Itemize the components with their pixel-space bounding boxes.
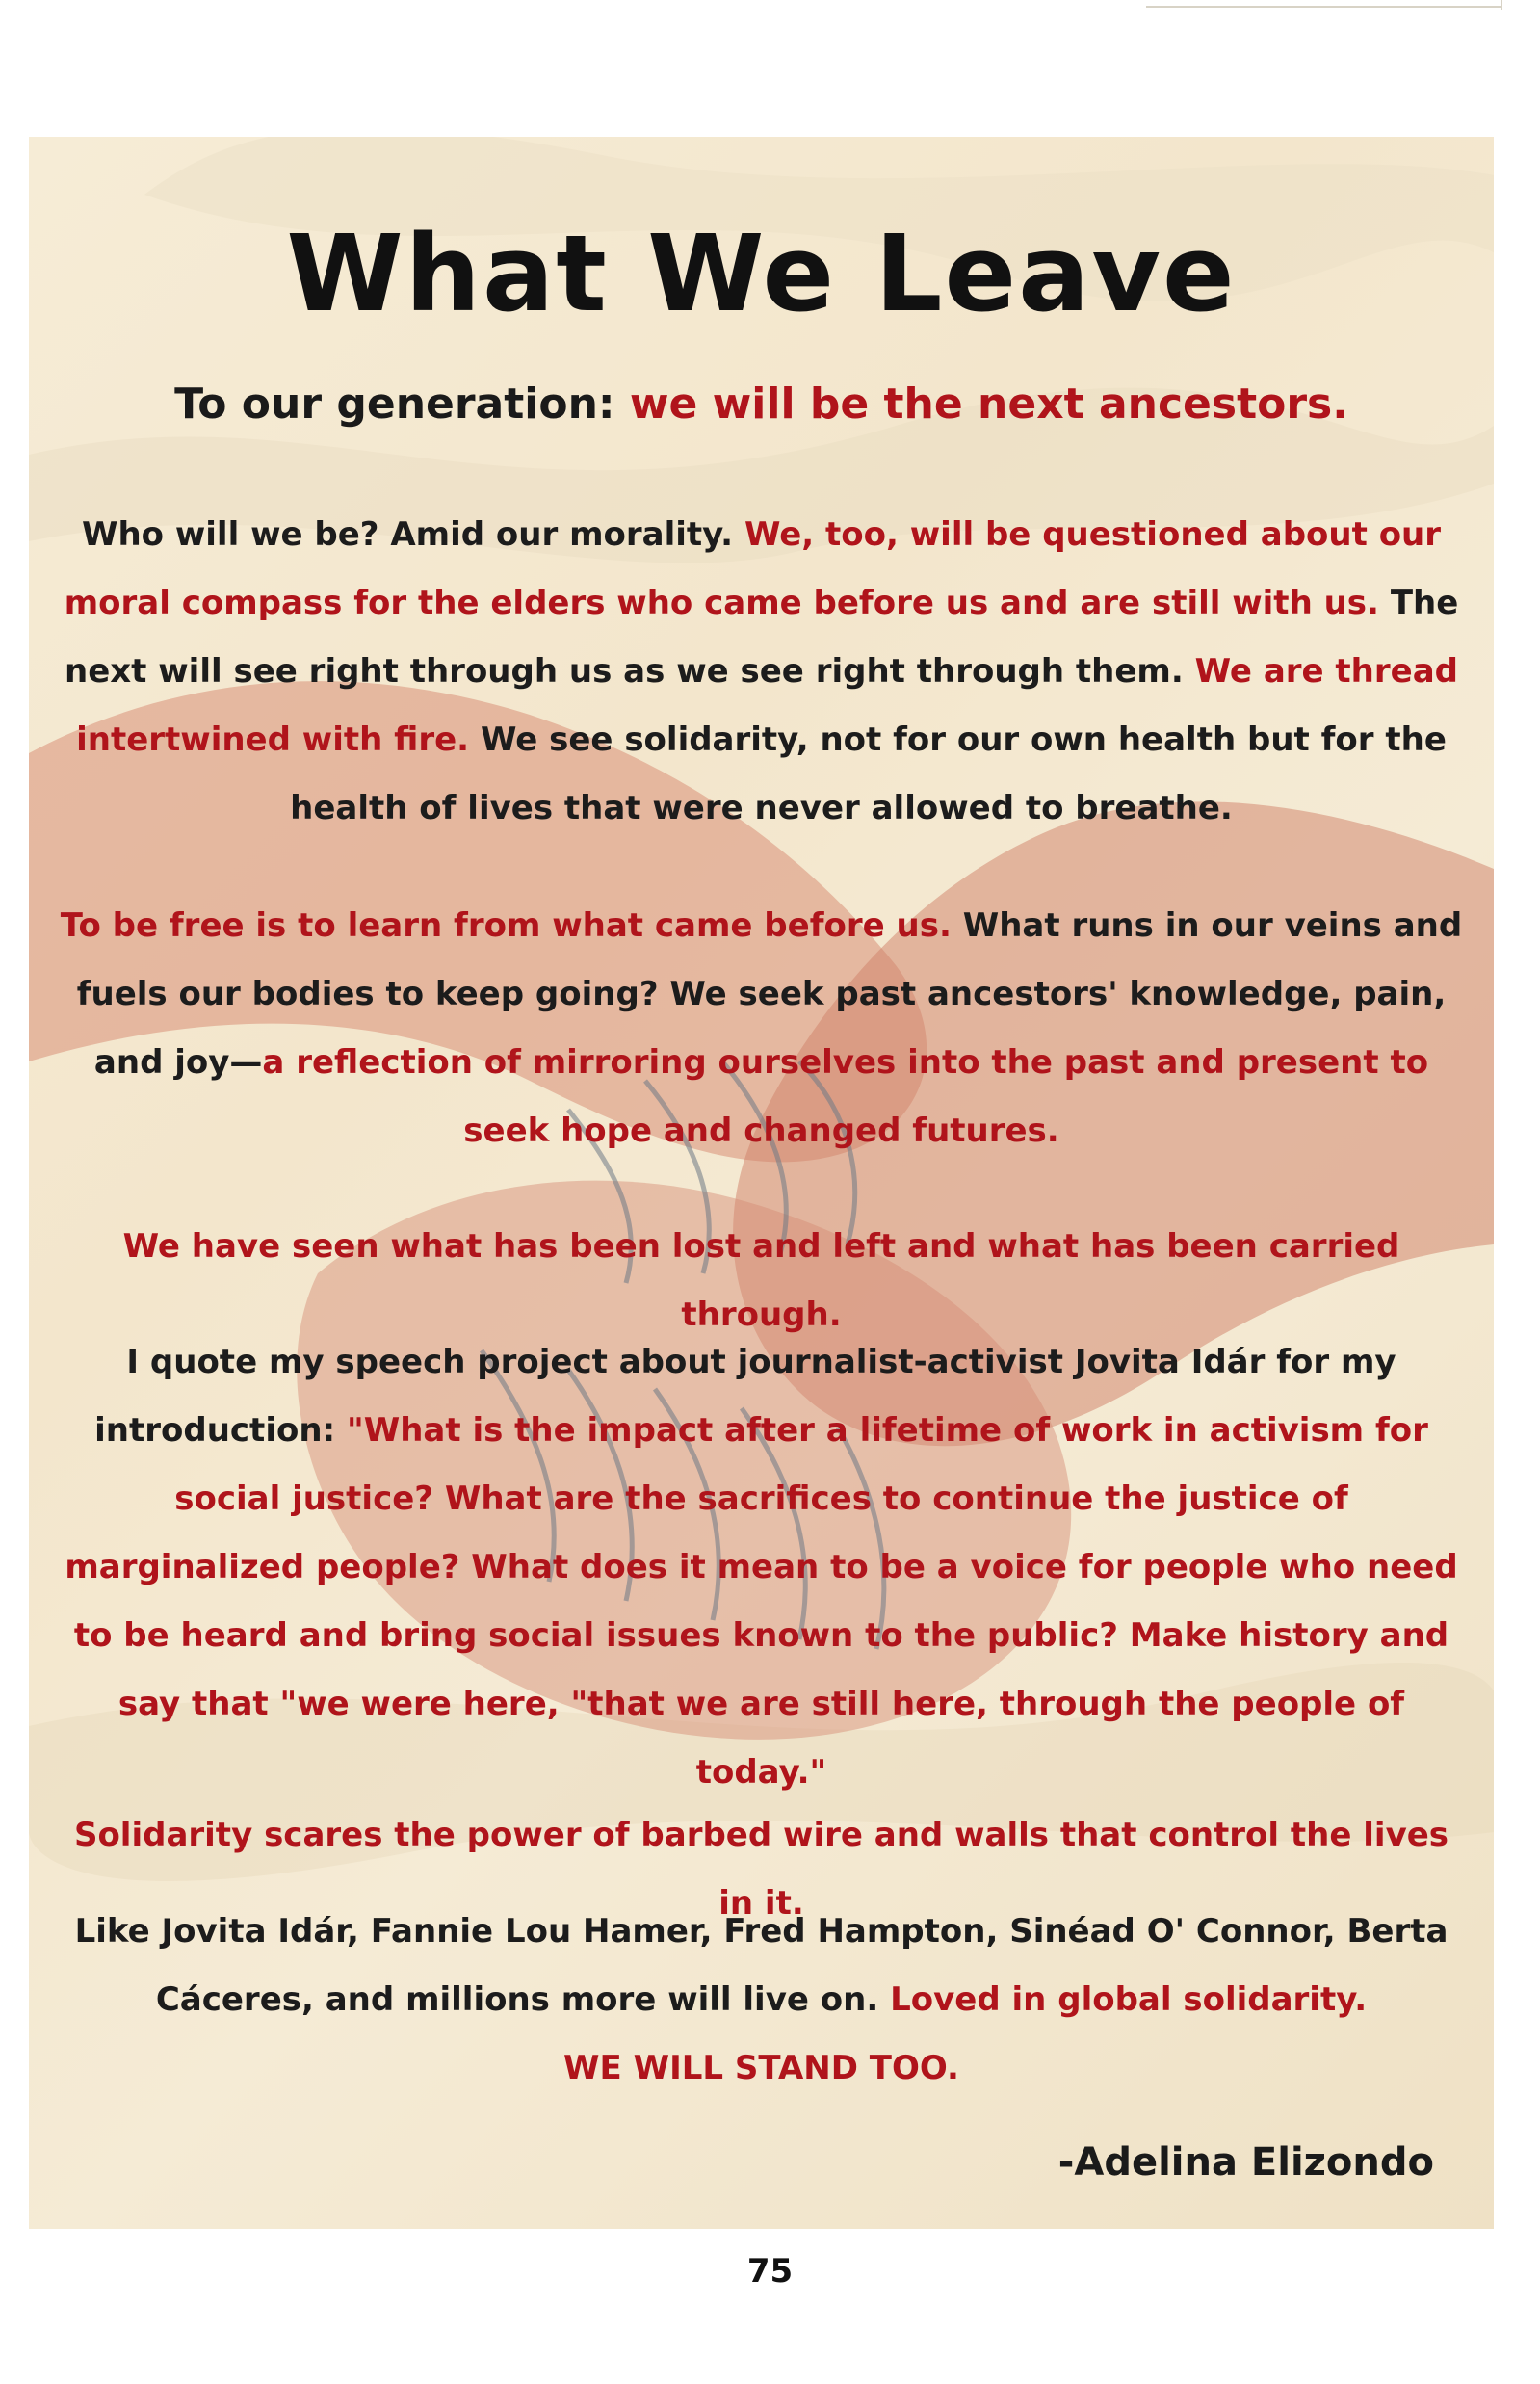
paragraph-2-text-b: What runs in our veins and fuels our bodies to keep going? We seek past ancestors' knowledge, pain, and joy—	[76, 906, 1463, 1082]
page-content	[29, 137, 1494, 2229]
author-signature: -Adelina Elizondo	[1057, 2140, 1434, 2185]
page-title: What We Leave	[286, 212, 1237, 335]
paragraph-2-text-c: a reflection of mirroring ourselves into the past and present to seek hope and changed futures.	[262, 1043, 1429, 1150]
paragraph-6-text-b: Loved in global solidarity.	[890, 1980, 1368, 2019]
subtitle-highlight: we will be the next ancestors.	[629, 380, 1348, 429]
paper-background	[29, 137, 1494, 2229]
paragraph-1-text-d: We are thread intertwined with fire.	[76, 652, 1458, 759]
paragraph-4	[58, 1328, 1465, 1807]
paragraph-2-text-a: To be free is to learn from what came before us.	[60, 906, 952, 945]
paragraph-6-text-a: Like Jovita Idár, Fannie Lou Hamer, Fred Hampton, Sinéad O' Connor, Berta Cáceres, and millions more will live on.	[74, 1912, 1449, 2019]
paragraph-2	[58, 892, 1465, 1166]
paragraph-3-text-a: We have seen what has been lost and left and what has been carried through.	[122, 1227, 1400, 1334]
subtitle-lead: To our generation:	[174, 380, 615, 429]
paragraph-1	[58, 501, 1465, 843]
paragraph-1-text-e: We see solidarity, not for our own health but for the health of lives that were never allowed to breathe.	[290, 720, 1447, 827]
paragraph-6	[58, 1898, 1465, 2103]
paragraph-4-quote: "What is the impact after a lifetime of work in activism for social justice? What are the sacrifices to continue the justice of marginalized people? What does it mean to be a voice for people who need to be heard and bring social issues known to the public? Make history and say that "we were here, "that we are still here, through the people of today."	[65, 1411, 1458, 1792]
page-subtitle	[29, 380, 1494, 429]
paragraph-1-text-b: We, too, will be questioned about our moral compass for the elders who came before us and are still with us.	[64, 515, 1442, 622]
page-number: 75	[746, 2252, 794, 2291]
paragraph-4-text-a: I quote my speech project about journalist-activist Jovita Idár for my introduction:	[94, 1343, 1396, 1450]
paragraph-1-text-a: Who will we be? Amid our morality.	[81, 515, 734, 554]
top-edge-tick	[1501, 0, 1502, 10]
paragraph-6-closing: WE WILL STAND TOO.	[563, 2049, 959, 2087]
paragraph-5-text-a: Solidarity scares the power of barbed wire and walls that control the lives in it.	[73, 1816, 1449, 1923]
paragraph-1-text-c: The next will see right through us as we see right through them.	[64, 584, 1459, 691]
top-edge-line	[1146, 0, 1502, 8]
